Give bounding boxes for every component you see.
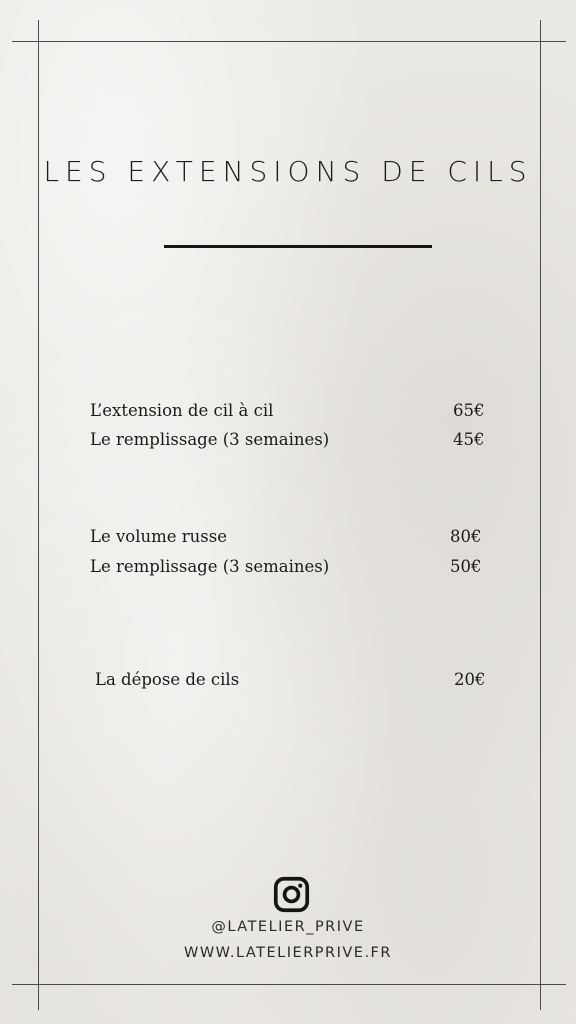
page-title: LES EXTENSIONS DE CILS — [43, 155, 533, 188]
service-price: 20€ — [454, 670, 486, 689]
instagram-handle[interactable]: @LATELIER_PRIVE — [211, 919, 365, 935]
title-underline — [164, 245, 432, 248]
service-label: La dépose de cils — [95, 670, 240, 689]
instagram-icon[interactable] — [273, 876, 310, 913]
service-label: Le remplissage (3 semaines) — [90, 430, 330, 449]
service-label: Le remplissage (3 semaines) — [90, 557, 330, 576]
service-label: Le volume russe — [90, 527, 227, 546]
frame-top-line — [12, 41, 566, 42]
service-price: 65€ — [453, 401, 485, 420]
website-link[interactable]: WWW.LATELIERPRIVE.FR — [184, 945, 392, 961]
frame-bottom-line — [12, 984, 566, 985]
service-price: 45€ — [453, 430, 485, 449]
service-price: 50€ — [450, 557, 482, 576]
service-label: L’extension de cil à cil — [90, 401, 274, 420]
service-price: 80€ — [450, 527, 482, 546]
